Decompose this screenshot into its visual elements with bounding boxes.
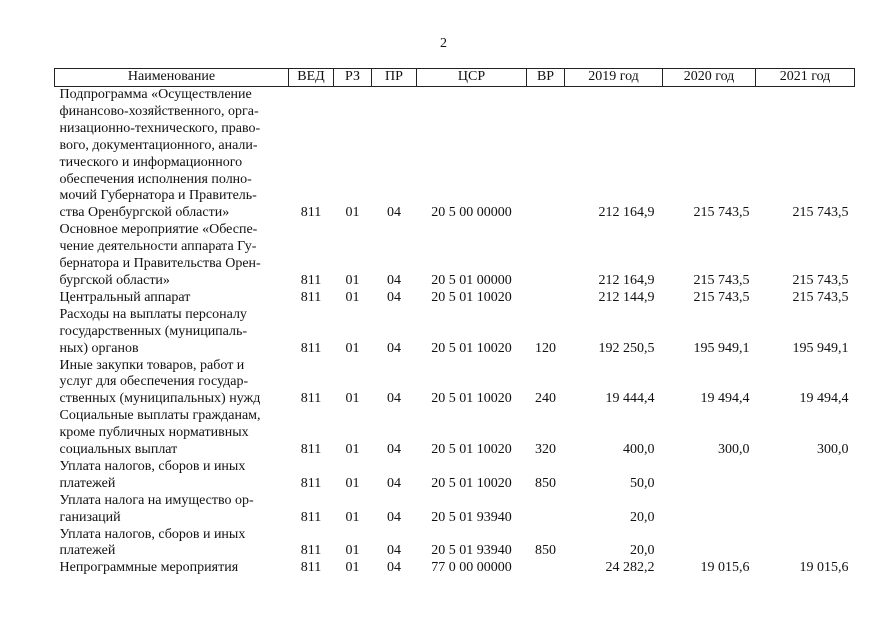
row-vr: 120 — [535, 340, 556, 356]
row-value-2019: 20,0 — [630, 509, 655, 525]
row-value-2020: 19 015,6 — [700, 560, 750, 576]
row-value-2020: 215 743,5 — [693, 205, 750, 221]
header-csr: ЦСР — [417, 69, 527, 87]
row-name-line: Центральный аппарат — [59, 289, 191, 305]
row-ved: 811 — [300, 560, 322, 576]
row-ved: 811 — [300, 205, 322, 221]
row-name-line: Социальные выплаты гражданам, — [59, 408, 261, 424]
row-name-line: кроме публичных нормативных — [59, 425, 249, 441]
row-name-line: Уплата налогов, сборов и иных — [59, 458, 246, 474]
row-value-2021: 215 743,5 — [792, 272, 849, 288]
header-vr: ВР — [527, 69, 565, 87]
header-2020: 2020 год — [663, 69, 756, 87]
row-csr: 20 5 01 10020 — [431, 340, 512, 356]
row-rz: 01 — [345, 560, 360, 576]
row-value-2021: 215 743,5 — [792, 289, 849, 305]
row-name-line: услуг для обеспечения государ- — [59, 374, 249, 390]
row-value-2020 — [663, 459, 756, 493]
row-name-line: бургской области» — [59, 272, 170, 288]
row-name-line: финансово-хозяйственного, орга- — [59, 103, 259, 119]
row-rz: 01 — [345, 543, 360, 559]
row-csr: 20 5 01 93940 — [431, 509, 512, 525]
row-name-line: Уплата налогов, сборов и иных — [59, 526, 246, 542]
row-vr — [527, 290, 565, 307]
row-name-line: вого, документационного, анали- — [59, 137, 258, 153]
row-value-2019: 20,0 — [630, 543, 655, 559]
row-name-line: Основное мероприятие «Обеспе- — [59, 222, 258, 238]
row-ved: 811 — [300, 509, 322, 525]
row-rz: 01 — [345, 475, 360, 491]
row-name — [55, 527, 289, 561]
row-value-2019: 19 444,4 — [605, 391, 655, 407]
row-csr: 77 0 00 00000 — [431, 560, 512, 576]
row-name-line: низационно-технического, право- — [59, 120, 261, 136]
table-row — [55, 459, 855, 493]
row-value-2021: 19 015,6 — [799, 560, 849, 576]
row-vr: 320 — [535, 442, 556, 458]
row-pr: 04 — [387, 475, 401, 491]
row-csr: 20 5 01 10020 — [431, 391, 512, 407]
table-row — [55, 222, 855, 290]
row-ved: 811 — [300, 391, 322, 407]
row-pr: 04 — [387, 289, 401, 305]
row-csr: 20 5 01 10020 — [431, 442, 512, 458]
row-ved: 811 — [300, 340, 322, 356]
row-name — [55, 87, 289, 223]
row-name-line: государственных (муниципаль- — [59, 323, 248, 339]
row-ved: 811 — [300, 475, 322, 491]
row-name-line: Непрограммные мероприятия — [59, 560, 239, 576]
table-row — [55, 527, 855, 561]
table-header-row — [55, 69, 855, 87]
row-vr — [527, 222, 565, 290]
row-pr: 04 — [387, 272, 401, 288]
table-body — [55, 87, 855, 578]
row-name-line: платежей — [59, 543, 116, 559]
header-name: Наименование — [55, 69, 289, 87]
row-vr: 240 — [535, 391, 556, 407]
row-rz: 01 — [345, 205, 360, 221]
table-row — [55, 290, 855, 307]
table-row — [55, 307, 855, 358]
row-ved: 811 — [300, 442, 322, 458]
row-value-2019: 192 250,5 — [598, 340, 655, 356]
row-value-2021: 19 494,4 — [799, 391, 849, 407]
row-pr: 04 — [387, 205, 401, 221]
row-rz: 01 — [345, 509, 360, 525]
header-pr: ПР — [372, 69, 417, 87]
row-name-line: ственных (муниципальных) нужд — [59, 391, 261, 407]
row-ved: 811 — [300, 289, 322, 305]
row-csr: 20 5 01 10020 — [431, 475, 512, 491]
row-value-2021 — [756, 527, 855, 561]
budget-table — [54, 68, 855, 577]
row-name-line: платежей — [59, 475, 116, 491]
row-value-2021: 195 949,1 — [792, 340, 849, 356]
row-name-line: Подпрограмма «Осуществление — [59, 87, 252, 102]
row-pr: 04 — [387, 543, 401, 559]
row-name — [55, 307, 289, 358]
row-ved: 811 — [300, 272, 322, 288]
table-row — [55, 560, 855, 577]
row-rz: 01 — [345, 391, 360, 407]
row-name-line: тического и информационного — [59, 154, 243, 170]
row-pr: 04 — [387, 340, 401, 356]
row-name — [55, 560, 289, 577]
row-name — [55, 493, 289, 527]
row-name-line: ных) органов — [59, 340, 139, 356]
row-pr: 04 — [387, 560, 401, 576]
header-2021: 2021 год — [756, 69, 855, 87]
row-csr: 20 5 01 93940 — [431, 543, 512, 559]
row-value-2020: 300,0 — [718, 442, 750, 458]
table-row — [55, 87, 855, 223]
header-rz: РЗ — [334, 69, 372, 87]
row-rz: 01 — [345, 272, 360, 288]
row-name-line: ства Оренбургской области» — [59, 205, 230, 221]
row-vr: 850 — [535, 475, 556, 491]
row-name-line: мочий Губернатора и Правитель- — [59, 188, 257, 204]
row-vr — [527, 87, 565, 223]
header-2019: 2019 год — [565, 69, 663, 87]
row-rz: 01 — [345, 289, 360, 305]
row-csr: 20 5 01 10020 — [431, 289, 512, 305]
row-vr — [527, 493, 565, 527]
row-value-2021: 215 743,5 — [792, 205, 849, 221]
row-name-line: социальных выплат — [59, 442, 178, 458]
row-value-2019: 212 164,9 — [598, 205, 655, 221]
row-name — [55, 408, 289, 459]
row-value-2020: 19 494,4 — [700, 391, 750, 407]
row-name-line: ганизаций — [59, 509, 121, 525]
row-value-2019: 212 144,9 — [598, 289, 655, 305]
row-name — [55, 290, 289, 307]
table-row — [55, 358, 855, 409]
row-vr: 850 — [535, 543, 556, 559]
row-value-2020 — [663, 493, 756, 527]
row-ved: 811 — [300, 543, 322, 559]
row-rz: 01 — [345, 340, 360, 356]
row-name-line: бернатора и Правительства Орен- — [59, 256, 261, 272]
row-value-2019: 50,0 — [630, 475, 655, 491]
row-name-line: Иные закупки товаров, работ и — [59, 357, 245, 373]
row-value-2020: 215 743,5 — [693, 272, 750, 288]
row-value-2021: 300,0 — [817, 442, 849, 458]
row-name-line: чение деятельности аппарата Гу- — [59, 239, 257, 255]
row-name-line: Расходы на выплаты персоналу — [59, 306, 247, 322]
row-value-2020 — [663, 527, 756, 561]
row-name — [55, 459, 289, 493]
row-value-2019: 24 282,2 — [605, 560, 655, 576]
row-csr: 20 5 00 00000 — [431, 205, 512, 221]
row-name — [55, 222, 289, 290]
row-value-2019: 400,0 — [623, 442, 655, 458]
table-row — [55, 408, 855, 459]
row-value-2020: 215 743,5 — [693, 289, 750, 305]
row-pr: 04 — [387, 391, 401, 407]
row-name-line: Уплата налога на имущество ор- — [59, 492, 254, 508]
row-name — [55, 358, 289, 409]
row-value-2021 — [756, 459, 855, 493]
row-pr: 04 — [387, 509, 401, 525]
header-ved: ВЕД — [289, 69, 334, 87]
row-value-2019: 212 164,9 — [598, 272, 655, 288]
row-vr — [527, 560, 565, 577]
row-csr: 20 5 01 00000 — [431, 272, 512, 288]
row-pr: 04 — [387, 442, 401, 458]
row-value-2020: 195 949,1 — [693, 340, 750, 356]
row-name-line: обеспечения исполнения полно- — [59, 171, 252, 187]
table-row — [55, 493, 855, 527]
row-value-2021 — [756, 493, 855, 527]
page-number: 2 — [440, 36, 447, 51]
row-rz: 01 — [345, 442, 360, 458]
